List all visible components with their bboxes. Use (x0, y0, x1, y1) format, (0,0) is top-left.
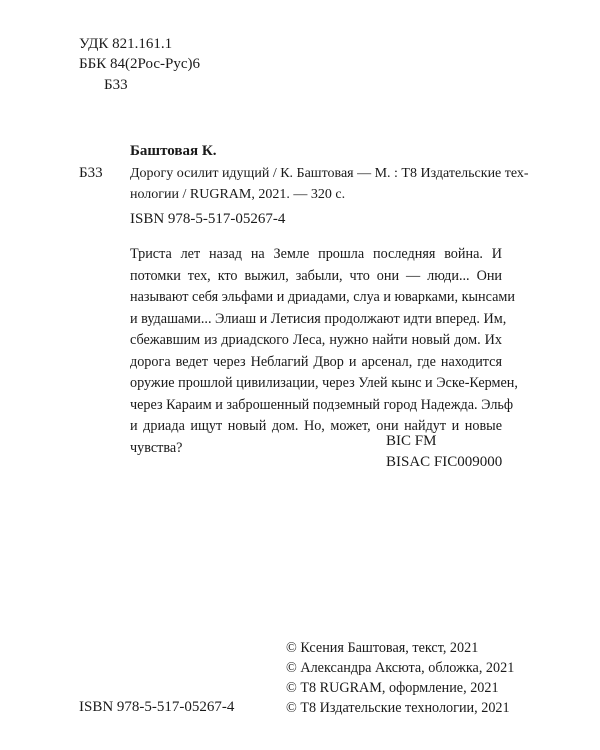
annotation-line: называют себя эльфами и дриадами, слуа и юварками, кынсами (130, 289, 515, 305)
bisac-code: BISAC FIC009000 (386, 454, 503, 470)
annotation-line: через Караим и заброшенный подземный город Надежда. Эльф (130, 396, 514, 413)
annotation-line: Триста лет назад на Земле прошла последняя война. И (130, 246, 502, 262)
annotation-line: чувства? (130, 439, 183, 456)
copyright-line: © Т8 RUGRAM, оформление, 2021 (286, 680, 499, 696)
author-heading: Баштовая К. (130, 143, 217, 159)
copyright-line: © Александра Аксюта, обложка, 2021 (286, 660, 515, 676)
annotation-line: и вудашами... Элиаш и Летисия продолжают идти вперед. Им, (130, 310, 507, 327)
copyright-notices (286, 638, 514, 718)
annotation-line: потомки тех, кто выжил, забыли, что они — люди... Они (130, 267, 502, 284)
annotation-line: оружие прошлой цивилизации, через Улей кынс и Эске-Кермен, (130, 375, 518, 391)
author-mark: Б33 (79, 165, 103, 181)
annotation-line: сбежавшим из дриадского Леса, нужно найти новый дом. Их (130, 332, 502, 348)
bic-code: BIC FM (386, 433, 437, 449)
bibliographic-description (130, 163, 529, 205)
annotation-paragraph (130, 244, 518, 459)
annotation-line: и дриада ищут новый дом. Но, может, они найдут и новые (130, 418, 502, 434)
bibliographic-line: Дорогу осилит идущий / К. Баштовая — М. : Т8 Издательские тех- (130, 166, 529, 181)
author-mark-top: Б33 (104, 77, 128, 93)
isbn: ISBN 978-5-517-05267-4 (130, 211, 286, 227)
copyright-line: © Ксения Баштовая, текст, 2021 (286, 640, 479, 656)
bibliographic-line: нологии / RUGRAM, 2021. — 320 с. (130, 187, 346, 202)
annotation-line: дорога ведет через Неблагий Двор и арсенал, где находится (130, 353, 502, 370)
bbk-code: ББК 84(2Рос-Рус)6 (79, 56, 200, 72)
copyright-line: © Т8 Издательские технологии, 2021 (286, 700, 510, 716)
udk-code: УДК 821.161.1 (79, 36, 173, 52)
isbn-bottom: ISBN 978-5-517-05267-4 (79, 699, 235, 715)
